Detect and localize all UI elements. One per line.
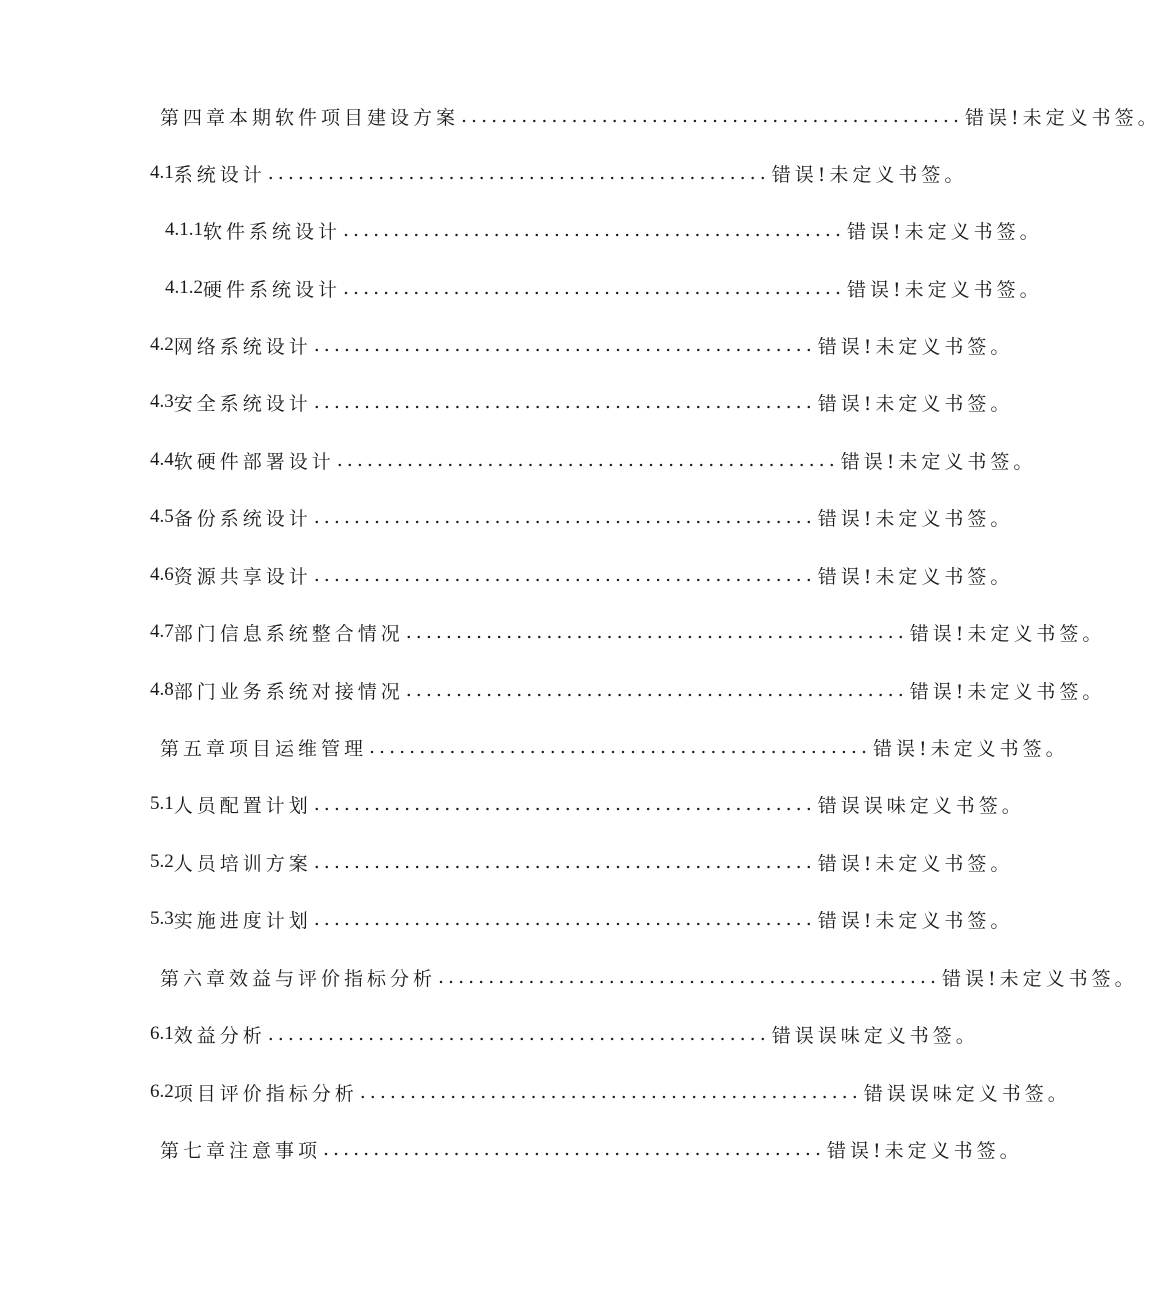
toc-page-ref: 错误!未定义书签。 <box>965 106 1161 129</box>
toc-leader-dots: .................................................. <box>267 1023 770 1045</box>
toc-leader-dots: .................................................. <box>369 736 871 758</box>
toc-leader-dots: .................................................. <box>313 564 816 586</box>
toc-page-ref: 错误!未定义书签。 <box>942 967 1138 990</box>
toc-leader-dots: .................................................. <box>405 621 908 643</box>
toc-entry[interactable] <box>150 158 968 188</box>
toc-entry[interactable] <box>150 904 1014 934</box>
toc-title: 第五章项目运维管理 <box>160 737 368 760</box>
toc-number: 4.1.1 <box>165 219 203 240</box>
toc-page-ref: 错误!未定义书签。 <box>817 335 1014 358</box>
toc-title: 软硬件部署设计 <box>173 450 335 473</box>
toc-page-ref: 错误!未定义书签。 <box>840 450 1037 473</box>
toc-page-ref: 错误!未定义书签。 <box>817 852 1014 875</box>
toc-page-ref: 错误!未定义书签。 <box>817 507 1014 530</box>
toc-page-ref: 错误!未定义书签。 <box>847 220 1043 243</box>
toc-entry[interactable] <box>160 1134 1023 1164</box>
toc-entry[interactable] <box>150 387 1014 417</box>
toc-entry[interactable] <box>160 962 1138 992</box>
toc-entry[interactable] <box>150 789 1025 819</box>
toc-number: 6.1 <box>150 1023 174 1044</box>
toc-title: 资源共享设计 <box>173 565 312 588</box>
toc-title: 第四章本期软件项目建设方案 <box>160 106 460 129</box>
toc-entry[interactable] <box>160 101 1161 131</box>
toc-number: 4.5 <box>150 506 174 527</box>
toc-number: 5.3 <box>150 908 174 929</box>
toc-leader-dots: .................................................. <box>323 1138 825 1160</box>
toc-number: 4.8 <box>150 679 174 700</box>
toc-title: 第七章注意事项 <box>160 1139 322 1162</box>
toc-page-ref: 错误误味定义书签。 <box>771 1024 979 1047</box>
toc-title: 第六章效益与评价指标分析 <box>160 967 437 990</box>
toc-title: 网络系统设计 <box>173 335 312 358</box>
toc-page-ref: 错误!未定义书签。 <box>817 392 1014 415</box>
toc-leader-dots: .................................................. <box>313 908 816 930</box>
toc-title: 安全系统设计 <box>173 392 312 415</box>
toc-number: 5.2 <box>150 851 174 872</box>
toc-number: 4.1.2 <box>165 277 203 298</box>
toc-leader-dots: .................................................. <box>343 219 845 241</box>
toc-title: 项目评价指标分析 <box>173 1082 358 1105</box>
toc-page-ref: 错误!未定义书签。 <box>847 278 1043 301</box>
toc-page-ref: 错误!未定义书签。 <box>873 737 1069 760</box>
toc-number: 4.2 <box>150 334 174 355</box>
toc-entry[interactable] <box>150 445 1037 475</box>
toc-entry[interactable] <box>150 847 1014 877</box>
toc-number: 4.6 <box>150 564 174 585</box>
toc-number: 4.3 <box>150 391 174 412</box>
toc-entry[interactable] <box>150 1019 979 1049</box>
toc-page-ref: 错误!未定义书签。 <box>817 565 1014 588</box>
toc-number: 5.1 <box>150 793 174 814</box>
toc-title: 人员培训方案 <box>173 852 312 875</box>
toc-page-ref: 错误!未定义书签。 <box>909 680 1106 703</box>
toc-entry[interactable] <box>165 273 1043 303</box>
toc-leader-dots: .................................................. <box>359 1081 862 1103</box>
toc-page-ref: 错误误味定义书签。 <box>863 1082 1071 1105</box>
toc-entry[interactable] <box>150 502 1014 532</box>
toc-leader-dots: .................................................. <box>267 162 770 184</box>
toc-title: 软件系统设计 <box>203 220 342 243</box>
toc-entry[interactable] <box>150 617 1106 647</box>
toc-leader-dots: .................................................. <box>405 679 908 701</box>
toc-title: 部门业务系统对接情况 <box>173 680 404 703</box>
toc-leader-dots: .................................................. <box>313 391 816 413</box>
toc-title: 硬件系统设计 <box>203 278 342 301</box>
toc-title: 人员配置计划 <box>173 794 312 817</box>
toc-page-ref: 错误!未定义书签。 <box>771 163 968 186</box>
toc-page-ref: 错误!未定义书签。 <box>909 622 1106 645</box>
toc-title: 部门信息系统整合情况 <box>173 622 404 645</box>
toc-number: 4.7 <box>150 621 174 642</box>
toc-leader-dots: .................................................. <box>313 793 816 815</box>
toc-title: 效益分析 <box>173 1024 266 1047</box>
toc-leader-dots: .................................................. <box>438 966 940 988</box>
toc-entry[interactable] <box>160 732 1069 762</box>
toc-entry[interactable] <box>165 215 1043 245</box>
toc-leader-dots: .................................................. <box>461 105 963 127</box>
toc-leader-dots: .................................................. <box>313 506 816 528</box>
toc-page-ref: 错误误味定义书签。 <box>817 794 1025 817</box>
toc-entry[interactable] <box>150 675 1106 705</box>
toc-page-ref: 错误!未定义书签。 <box>817 909 1014 932</box>
toc-title: 备份系统设计 <box>173 507 312 530</box>
toc-title: 系统设计 <box>173 163 266 186</box>
toc-leader-dots: .................................................. <box>343 277 845 299</box>
toc-number: 4.4 <box>150 449 174 470</box>
toc-number: 6.2 <box>150 1081 174 1102</box>
toc-title: 实施进度计划 <box>173 909 312 932</box>
toc-entry[interactable] <box>150 1077 1071 1107</box>
toc-page-ref: 错误!未定义书签。 <box>827 1139 1023 1162</box>
toc-entry[interactable] <box>150 560 1014 590</box>
toc-leader-dots: .................................................. <box>313 851 816 873</box>
toc-leader-dots: .................................................. <box>336 449 839 471</box>
toc-number: 4.1 <box>150 162 174 183</box>
toc-leader-dots: .................................................. <box>313 334 816 356</box>
toc-entry[interactable] <box>150 330 1014 360</box>
